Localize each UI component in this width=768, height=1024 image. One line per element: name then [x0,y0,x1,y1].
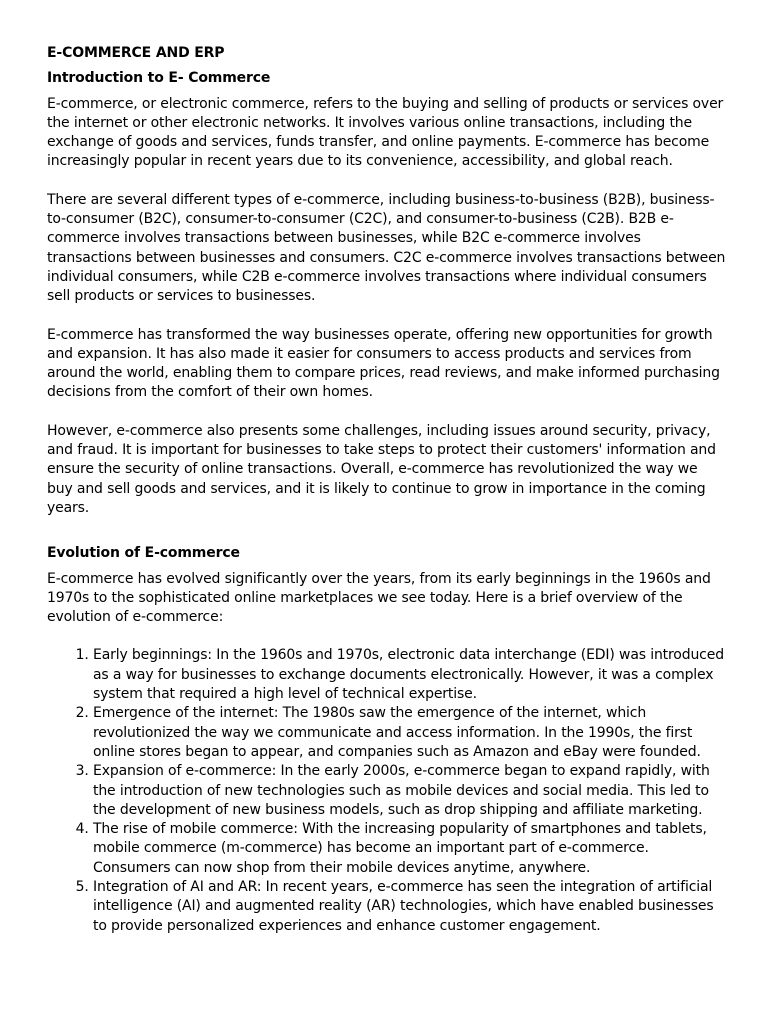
intro-paragraph: However, e-commerce also presents some challenges, including issues around security, privacy, and fraud. It is important for businesses to take steps to protect their customers' information and ensure the security of online transactions. Overall, e-commerce has revolutionized the way we buy and sell goods and services, and it is likely to continue to grow in importance in the coming years. [47,422,716,516]
list-item: 5. Integration of AI and AR: In recent years, e-commerce has seen the integration of artificial intelligence (AI) and augmented reality (AR) technologies, which have enabled businesses to provide personalized experiences and enhance customer engagement. [93,878,727,936]
list-item: 3. Expansion of e-commerce: In the early 2000s, e-commerce began to expand rapidly, with the introduction of new technologies such as mobile devices and social media. This led to the development of new business models, such as drop shipping and affiliate marketing. [93,762,727,820]
section-spacer [47,518,727,544]
list-item: 2. Emergence of the internet: The 1980s saw the emergence of the internet, which revolutionized the way we communicate and access information. In the 1990s, the first online stores began to appear, and companies such as Amazon and eBay were founded. [93,704,727,762]
intro-paragraph: There are several different types of e-commerce, including business-to-business (B2B), business-to-consumer (B2C), consumer-to-consumer (C2C), and consumer-to-business (C2B). B2B e-commerce involves transactions between businesses, while B2C e-commerce involves transactions between businesses and consumers. C2C e-commerce involves transactions between individual consumers, while C2B e-commerce involves transactions where individual consumers sell products or services to businesses. [47,191,726,305]
evolution-steps-list [47,646,727,935]
document-page [47,44,727,936]
evolution-intro: E-commerce has evolved significantly over the years, from its early beginnings in the 1960s and 1970s to the sophisticated online marketplaces we see today. Here is a brief overview of the evolution of e-commerce: [47,570,711,626]
list-item: 4. The rise of mobile commerce: With the increasing popularity of smartphones and tablets, mobile commerce (m-commerce) has become an important part of e-commerce. Consumers can now shop from their mobile devices anytime, anywhere. [93,820,727,878]
intro-paragraph: E-commerce has transformed the way businesses operate, offering new opportunities for growth and expansion. It has also made it easier for consumers to access products and services from around the world, enabling them to compare prices, read reviews, and make informed purchasing decisions from the comfort of their own homes. [47,326,720,401]
intro-heading: Introduction to E- Commerce [47,70,271,87]
evolution-heading: Evolution of E-commerce [47,545,240,562]
document-title: E-COMMERCE AND ERP [47,45,225,61]
intro-paragraph: E-commerce, or electronic commerce, refers to the buying and selling of products or services over the internet or other electronic networks. It involves various online transactions, including the exchange of goods and services, funds transfer, and online payments. E-commerce has become increasingly popular in recent years due to its convenience, accessibility, and global reach. [47,95,724,170]
list-item: 1. Early beginnings: In the 1960s and 1970s, electronic data interchange (EDI) was introduced as a way for businesses to exchange documents electronically. However, it was a complex system that required a high level of technical expertise. [93,646,727,704]
